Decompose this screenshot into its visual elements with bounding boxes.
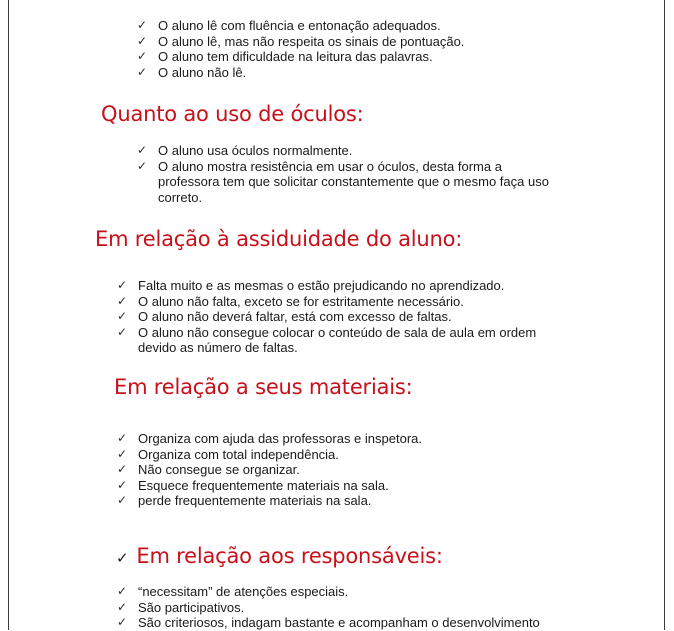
- check-icon: ✓: [137, 143, 148, 157]
- materials-heading: Em relação a seus materiais:: [114, 375, 413, 399]
- check-icon: ✓: [117, 599, 128, 614]
- list-item-continuation: devido as número de faltas.: [138, 340, 298, 355]
- check-icon: ✓: [137, 64, 148, 79]
- guardians-heading: ✓ Em relação aos responsáveis:: [116, 544, 443, 568]
- check-icon: ✓: [117, 477, 128, 492]
- check-icon: ✓: [137, 18, 148, 32]
- check-icon: ✓: [117, 293, 128, 308]
- check-icon: ✓: [117, 446, 128, 461]
- check-icon: ✓: [117, 278, 128, 292]
- list-item: ✓ Organiza com total independência.: [117, 446, 339, 462]
- list-item: ✓ “necessitam” de atenções especiais.: [117, 584, 349, 599]
- list-item: ✓ Esquece frequentemente materiais na sala.: [117, 477, 389, 493]
- check-icon: ✓: [137, 158, 148, 173]
- check-icon: ✓: [117, 431, 128, 445]
- list-item: ✓ O aluno lê, mas não respeita os sinais de pontuação.: [137, 33, 465, 49]
- check-icon: ✓: [117, 462, 128, 476]
- list-item: ✓ O aluno usa óculos normalmente.: [137, 143, 353, 158]
- page-border-right: [664, 0, 665, 630]
- check-icon: ✓: [117, 324, 128, 339]
- check-icon: ✓: [137, 33, 148, 48]
- check-icon: ✓: [117, 493, 128, 507]
- glasses-heading: Quanto ao uso de óculos:: [101, 102, 364, 126]
- list-item-continuation: correto.: [158, 189, 203, 205]
- check-icon: ✓: [117, 615, 128, 629]
- check-icon: ✓: [117, 309, 128, 323]
- attendance-list: [117, 278, 536, 356]
- guardians-list: [117, 584, 540, 631]
- glasses-list: [137, 143, 549, 205]
- list-item: ✓ perde frequentemente materiais na sala.: [117, 493, 372, 508]
- list-item: ✓ Organiza com ajuda das professoras e inspetora.: [117, 431, 422, 446]
- list-item: ✓ O aluno mostra resistência em usar o óculos, desta forma a: [137, 158, 502, 174]
- attendance-heading: Em relação à assiduidade do aluno:: [95, 227, 463, 251]
- list-item: ✓ O aluno tem dificuldade na leitura das palavras.: [137, 49, 433, 64]
- reading-list: [137, 18, 464, 80]
- page-border-left: [8, 0, 9, 630]
- list-item: ✓ O aluno não deverá faltar, está com excesso de faltas.: [117, 309, 452, 324]
- list-item-continuation: professora tem que solicitar constantemente que o mesmo faça uso: [158, 174, 549, 189]
- list-item: ✓ O aluno não lê.: [137, 64, 247, 80]
- list-item: ✓ O aluno não falta, exceto se for estritamente necessário.: [117, 293, 464, 309]
- list-item: ✓ Não consegue se organizar.: [117, 462, 300, 477]
- check-icon: ✓: [116, 549, 129, 567]
- check-icon: ✓: [117, 584, 128, 598]
- list-item: ✓ São criteriosos, indagam bastante e acompanham o desenvolvimento: [117, 615, 540, 630]
- materials-list: [117, 431, 422, 509]
- list-item: ✓ O aluno não consegue colocar o conteúdo de sala de aula em ordem: [117, 324, 537, 340]
- list-item: ✓ Falta muito e as mesmas o estão prejudicando no aprendizado.: [117, 278, 505, 293]
- check-icon: ✓: [137, 49, 148, 63]
- list-item: ✓ O aluno lê com fluência e entonação adequados.: [137, 18, 441, 33]
- list-item: ✓ São participativos.: [117, 599, 245, 615]
